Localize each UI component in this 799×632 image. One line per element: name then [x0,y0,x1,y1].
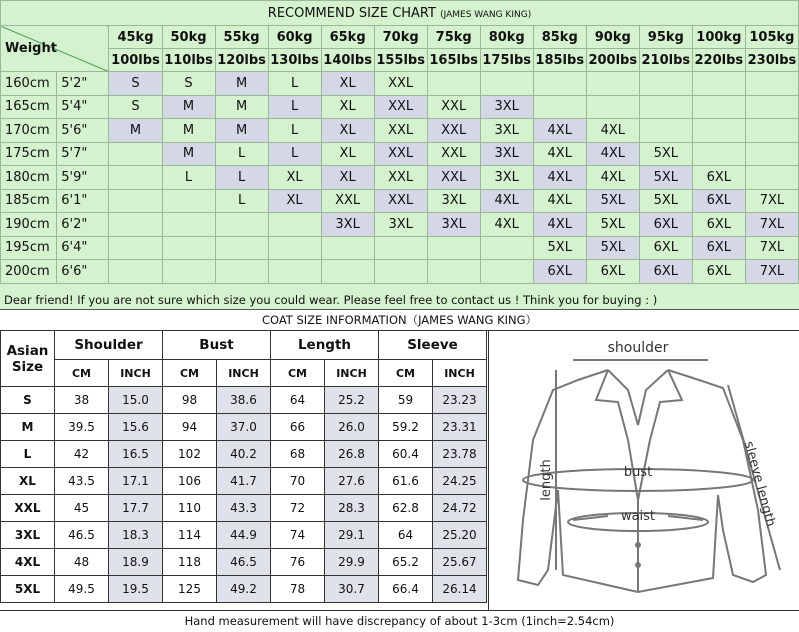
size-cell: XXL [374,72,427,96]
measurement-cell: 70 [271,468,325,495]
weight-lbs: 175lbs [480,49,533,72]
asian-size-header [1,331,55,387]
weight-kg: 70kg [374,26,427,49]
size-label-cell: 5XL [1,576,55,603]
size-cell: 4XL [586,119,639,143]
height-cm: 180cm [1,166,57,190]
measurement-cell: 30.7 [325,576,379,603]
bust-label: bust [623,465,653,480]
height-ft: 5'4" [57,95,109,119]
size-cell [162,189,215,213]
size-cell [215,236,268,260]
measurement-cell: 114 [163,522,217,549]
sleeve-header: Sleeve [379,331,487,360]
measurement-cell: 43.5 [55,468,109,495]
size-cell: 4XL [480,189,533,213]
size-cell: L [162,166,215,190]
size-cell [268,260,321,284]
size-cell: XXL [374,189,427,213]
size-cell [745,72,798,96]
size-label-cell: 3XL [1,522,55,549]
height-cm: 170cm [1,119,57,143]
size-cell: XL [321,142,374,166]
measurement-cell: 72 [271,495,325,522]
size-cell: 5XL [639,189,692,213]
size-cell: 5XL [586,213,639,237]
size-cell [639,72,692,96]
size-cell: XL [268,189,321,213]
length-header: Length [271,331,379,360]
size-cell: M [162,95,215,119]
measurement-cell: 29.9 [325,549,379,576]
measurement-cell: 28.3 [325,495,379,522]
measurement-cell: 74 [271,522,325,549]
size-cell: L [215,166,268,190]
height-ft: 6'1" [57,189,109,213]
measurement-cell: 46.5 [217,549,271,576]
size-cell: L [268,95,321,119]
table-row [1,166,799,190]
size-cell: M [215,119,268,143]
weight-lbs: 230lbs [745,49,798,72]
size-cell [109,189,162,213]
coat-size-section [0,310,488,610]
table-row [1,95,799,119]
measurement-cell: 25.2 [325,387,379,414]
measurement-cell: 59.2 [379,414,433,441]
measurement-cell: 44.9 [217,522,271,549]
size-cell: 6XL [692,213,745,237]
size-cell: 4XL [586,142,639,166]
measurement-cell: 118 [163,549,217,576]
size-cell: XL [268,166,321,190]
size-cell: XXL [374,166,427,190]
size-cell [533,95,586,119]
size-cell: 4XL [533,142,586,166]
size-cell [109,260,162,284]
size-cell: 7XL [745,189,798,213]
size-cell: L [215,189,268,213]
size-cell [745,119,798,143]
size-cell [586,95,639,119]
height-ft: 5'9" [57,166,109,190]
size-cell: M [109,119,162,143]
measurement-cell: 102 [163,441,217,468]
size-label-cell: S [1,387,55,414]
size-cell: 3XL [480,95,533,119]
height-ft: 5'6" [57,119,109,143]
measurement-cell: 64 [271,387,325,414]
measurement-cell: 25.67 [433,549,487,576]
size-cell: 4XL [586,166,639,190]
size-cell: 7XL [745,213,798,237]
size-cell: XXL [321,189,374,213]
inch-header: INCH [217,360,271,387]
table-row [1,189,799,213]
weight-header [1,26,109,72]
table-row [1,142,799,166]
measurement-cell: 68 [271,441,325,468]
size-cell: 5XL [586,189,639,213]
table-row [1,414,487,441]
height-cm: 160cm [1,72,57,96]
size-cell: XXL [374,142,427,166]
weight-lbs: 210lbs [639,49,692,72]
footer-note: Hand measurement will have discrepancy of about 1-3cm (1inch=2.54cm) [0,610,799,632]
measurement-cell: 66.4 [379,576,433,603]
size-cell [692,95,745,119]
sleeve-length-label: sleeve length [740,439,778,529]
size-cell [374,260,427,284]
measurement-cell: 43.3 [217,495,271,522]
size-cell: 3XL [480,119,533,143]
measurement-cell: 125 [163,576,217,603]
measurement-cell: 15.6 [109,414,163,441]
weight-lbs: 155lbs [374,49,427,72]
measurement-cell: 26.0 [325,414,379,441]
size-cell: S [109,72,162,96]
size-cell: XXL [427,119,480,143]
size-cell: M [162,142,215,166]
weight-lbs: 100lbs [109,49,162,72]
table-row [1,387,487,414]
measurement-cell: 48 [55,549,109,576]
size-cell: M [162,119,215,143]
measurement-cell: 41.7 [217,468,271,495]
table-row [1,119,799,143]
measurement-cell: 23.31 [433,414,487,441]
height-cm: 200cm [1,260,57,284]
measurement-cell: 40.2 [217,441,271,468]
size-cell [639,119,692,143]
weight-kg: 60kg [268,26,321,49]
size-cell: L [268,119,321,143]
table-row [1,72,799,96]
weight-label: Weight [5,41,57,56]
weight-lbs: 200lbs [586,49,639,72]
measurement-cell: 15.0 [109,387,163,414]
measurement-cell: 16.5 [109,441,163,468]
table-row [1,468,487,495]
height-ft: 5'7" [57,142,109,166]
cm-header: CM [379,360,433,387]
size-cell: 6XL [586,260,639,284]
size-cell [427,260,480,284]
size-cell [480,72,533,96]
measurement-cell: 18.9 [109,549,163,576]
measurement-cell: 59 [379,387,433,414]
table-row [1,213,799,237]
inch-header: INCH [109,360,163,387]
weight-lbs: 140lbs [321,49,374,72]
size-cell: 7XL [745,260,798,284]
size-cell: 5XL [533,236,586,260]
weight-kg: 65kg [321,26,374,49]
size-cell [268,236,321,260]
table-row [1,576,487,603]
size-cell [321,236,374,260]
height-ft: 6'6" [57,260,109,284]
measurement-cell: 38 [55,387,109,414]
size-cell [109,166,162,190]
size-cell: XL [321,95,374,119]
measurement-cell: 76 [271,549,325,576]
weight-lbs: 220lbs [692,49,745,72]
measurement-cell: 29.1 [325,522,379,549]
weight-kg: 100kg [692,26,745,49]
measurement-cell: 106 [163,468,217,495]
measurement-cell: 45 [55,495,109,522]
height-ft: 6'2" [57,213,109,237]
size-cell [586,72,639,96]
size-cell [109,213,162,237]
size-cell [374,236,427,260]
size-cell [480,236,533,260]
weight-kg: 75kg [427,26,480,49]
measurement-cell: 18.3 [109,522,163,549]
length-label: length [539,459,554,501]
size-cell: 3XL [374,213,427,237]
measurement-cell: 60.4 [379,441,433,468]
size-cell [162,236,215,260]
size-cell [745,142,798,166]
cm-header: CM [55,360,109,387]
chart-title [1,1,799,26]
height-cm: 185cm [1,189,57,213]
jacket-diagram [488,330,799,610]
size-cell [109,236,162,260]
weight-kg: 80kg [480,26,533,49]
measurement-cell: 39.5 [55,414,109,441]
weight-kg: 90kg [586,26,639,49]
bust-header: Bust [163,331,271,360]
inch-header: INCH [433,360,487,387]
size-cell: 6XL [692,166,745,190]
size-label-cell: 4XL [1,549,55,576]
size-cell: 6XL [692,189,745,213]
size-cell [162,213,215,237]
size-cell [427,236,480,260]
waist-label: waist [620,509,656,524]
height-cm: 165cm [1,95,57,119]
measurement-cell: 66 [271,414,325,441]
height-cm: 175cm [1,142,57,166]
measurement-cell: 64 [379,522,433,549]
size-cell [321,260,374,284]
measurement-cell: 65.2 [379,549,433,576]
measurement-cell: 23.78 [433,441,487,468]
cm-header: CM [163,360,217,387]
measurement-cell: 38.6 [217,387,271,414]
measurement-cell: 26.14 [433,576,487,603]
size-cell: 6XL [639,236,692,260]
measurement-cell: 23.23 [433,387,487,414]
size-label-cell: XL [1,468,55,495]
size-cell: XL [321,166,374,190]
recommend-size-chart [0,0,799,290]
size-cell [745,95,798,119]
weight-lbs: 120lbs [215,49,268,72]
jacket-illustration [488,330,799,610]
measurement-cell: 49.5 [55,576,109,603]
weight-kg: 55kg [215,26,268,49]
measurement-cell: 94 [163,414,217,441]
size-cell: 5XL [639,142,692,166]
measurement-cell: 62.8 [379,495,433,522]
size-cell: 6XL [533,260,586,284]
measurement-cell: 27.6 [325,468,379,495]
size-cell: M [215,72,268,96]
weight-kg: 95kg [639,26,692,49]
weight-lbs: 185lbs [533,49,586,72]
size-cell [109,142,162,166]
size-cell [639,95,692,119]
size-cell: 7XL [745,236,798,260]
table-row [1,236,799,260]
measurement-cell: 24.25 [433,468,487,495]
table-row [1,522,487,549]
size-cell: 3XL [480,142,533,166]
size-cell: 4XL [533,213,586,237]
weight-kg: 105kg [745,26,798,49]
asian-label: Asian [6,342,49,359]
size-cell: 4XL [533,166,586,190]
size-cell: L [268,142,321,166]
height-cm: 190cm [1,213,57,237]
size-cell: 6XL [639,213,692,237]
size-cell: L [268,72,321,96]
size-cell [427,72,480,96]
buyer-note: Dear friend! If you are not sure which size you could wear. Please feel free to contact us ! Think you for buying : ) [0,290,799,310]
weight-kg: 45kg [109,26,162,49]
size-cell: 4XL [533,189,586,213]
size-label-cell: L [1,441,55,468]
measurement-cell: 19.5 [109,576,163,603]
size-cell: 3XL [427,213,480,237]
size-label: Size [11,358,44,375]
size-cell: 3XL [480,166,533,190]
coat-size-title: COAT SIZE INFORMATION（JAMES WANG KING） [0,310,799,331]
measurement-cell: 98 [163,387,217,414]
height-ft: 6'4" [57,236,109,260]
height-cm: 195cm [1,236,57,260]
size-cell: 4XL [480,213,533,237]
size-cell [692,142,745,166]
size-cell: 3XL [427,189,480,213]
size-cell: 3XL [321,213,374,237]
size-cell [268,213,321,237]
measurement-cell: 42 [55,441,109,468]
inch-header: INCH [325,360,379,387]
measurement-cell: 24.72 [433,495,487,522]
weight-kg: 50kg [162,26,215,49]
size-label-cell: M [1,414,55,441]
measurement-cell: 61.6 [379,468,433,495]
size-cell [215,213,268,237]
size-cell [480,260,533,284]
weight-lbs: 130lbs [268,49,321,72]
size-table [0,0,799,284]
size-cell: XXL [374,95,427,119]
table-row [1,495,487,522]
size-cell [162,260,215,284]
measurement-cell: 17.1 [109,468,163,495]
size-cell: S [162,72,215,96]
height-ft: 5'2" [57,72,109,96]
measurement-cell: 46.5 [55,522,109,549]
measurement-cell: 26.8 [325,441,379,468]
size-cell: 4XL [533,119,586,143]
measurement-cell: 17.7 [109,495,163,522]
size-cell: L [215,142,268,166]
table-row [1,549,487,576]
size-cell: 6XL [639,260,692,284]
size-cell: 5XL [639,166,692,190]
weight-kg: 85kg [533,26,586,49]
size-cell: XXL [427,95,480,119]
size-cell: 5XL [586,236,639,260]
measurement-cell: 37.0 [217,414,271,441]
chart-title-text: RECOMMEND SIZE CHART [267,5,436,21]
size-cell [745,166,798,190]
coat-size-table [0,330,487,603]
size-label-cell: XXL [1,495,55,522]
size-cell [692,72,745,96]
table-row [1,260,799,284]
size-cell: XL [321,119,374,143]
size-cell [692,119,745,143]
shoulder-label: shoulder [607,340,669,356]
size-cell [215,260,268,284]
measurement-cell: 25.20 [433,522,487,549]
chart-title-brand: (JAMES WANG KING) [440,9,532,20]
size-cell: XXL [427,142,480,166]
size-cell: XL [321,72,374,96]
size-cell: XXL [374,119,427,143]
shoulder-header: Shoulder [55,331,163,360]
weight-lbs: 110lbs [162,49,215,72]
size-cell: XXL [427,166,480,190]
size-cell: M [215,95,268,119]
size-cell [533,72,586,96]
size-cell: 6XL [692,236,745,260]
table-row [1,441,487,468]
measurement-cell: 78 [271,576,325,603]
size-cell: 6XL [692,260,745,284]
measurement-cell: 49.2 [217,576,271,603]
cm-header: CM [271,360,325,387]
weight-lbs: 165lbs [427,49,480,72]
size-cell: S [109,95,162,119]
measurement-cell: 110 [163,495,217,522]
